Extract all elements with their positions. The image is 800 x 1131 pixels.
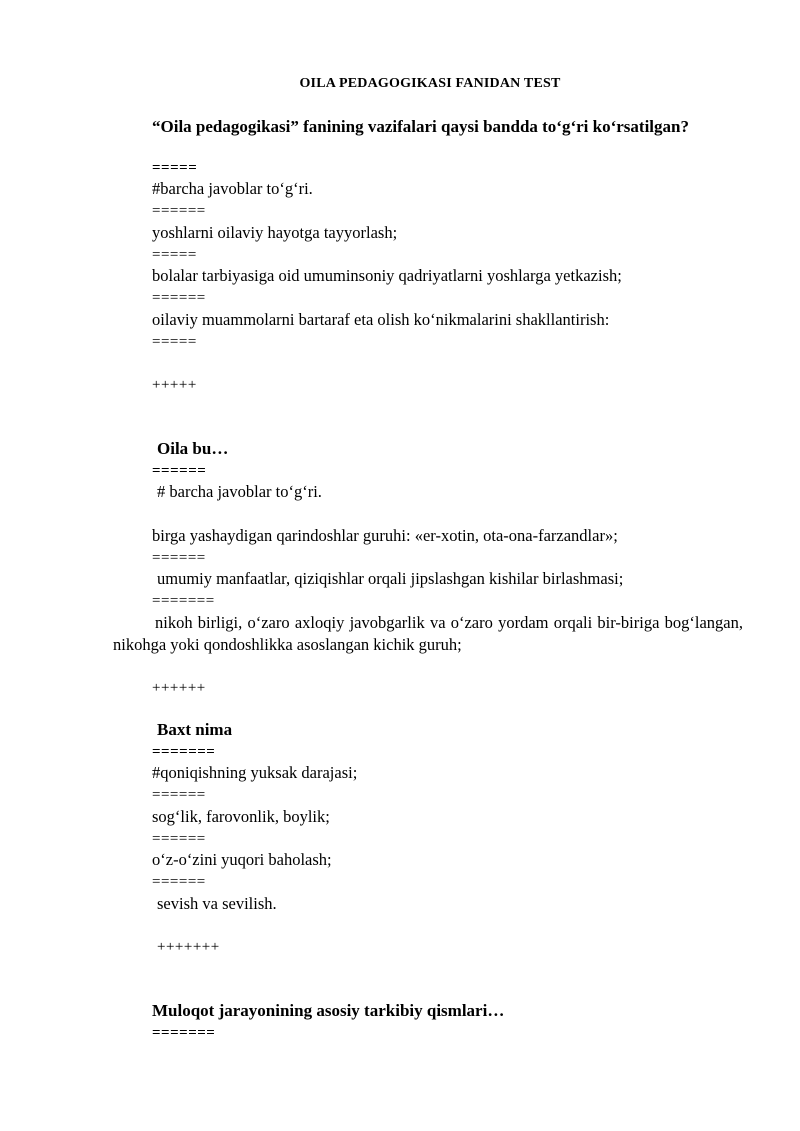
q1-answer-2: yoshlarni oilaviy hayotga tayyorlash; [152, 223, 398, 242]
question-3: Baxt nima [157, 720, 233, 739]
q1-separator-2: ====== [152, 203, 206, 219]
q3-separator-3: ====== [152, 831, 206, 847]
q3-separator-1: ======= [152, 744, 216, 760]
q3-answer-1: #qoniqishning yuksak darajasi; [152, 763, 358, 782]
q3-end-marker: +++++++ [157, 939, 220, 955]
q1-answer-3: bolalar tarbiyasiga oid umuminsoniy qadriyatlarni yoshlarga yetkazish; [152, 266, 622, 285]
q3-answer-2: sog‘lik, farovonlik, boylik; [152, 807, 330, 826]
q1-end-marker: +++++ [152, 377, 197, 393]
q2-end-marker: ++++++ [152, 680, 206, 696]
q1-separator-5: ===== [152, 334, 197, 350]
q3-separator-4: ====== [152, 874, 206, 890]
q2-answer-4: nikoh birligi, o‘zaro axloqiy javobgarlik va o‘zaro yordam orqali bir-biriga bog‘langan, nikohga yoki qondoshlikka asoslangan kichik guruh; [113, 613, 743, 654]
q3-answer-4: sevish va sevilish. [157, 894, 277, 913]
q1-answer-1: #barcha javoblar to‘g‘ri. [152, 179, 313, 198]
q1-separator-1: ===== [152, 160, 198, 176]
q2-separator-3: ======= [152, 593, 215, 609]
q4-separator-1: ======= [152, 1025, 216, 1041]
q2-answer-2: birga yashaydigan qarindoshlar guruhi: «er-xotin, ota-ona-farzandlar»; [152, 526, 618, 545]
q2-separator-2: ====== [152, 550, 206, 566]
q2-answer-3: umumiy manfaatlar, qiziqishlar orqali jipslashgan kishilar birlashmasi; [157, 569, 624, 588]
question-1: “Oila pedagogikasi” fanining vazifalari qaysi bandda to‘g‘ri ko‘rsatilgan? [152, 117, 689, 136]
q2-answer-1: # barcha javoblar to‘g‘ri. [157, 482, 322, 501]
q1-answer-4: oilaviy muammolarni bartaraf eta olish ko‘nikmalarini shakllantirish: [152, 310, 610, 329]
document-title: OILA PEDAGOGIKASI FANIDAN TEST [299, 76, 561, 91]
q1-separator-4: ====== [152, 290, 206, 306]
q3-separator-2: ====== [152, 787, 206, 803]
q1-separator-3: ===== [152, 247, 197, 263]
question-4: Muloqot jarayonining asosiy tarkibiy qismlari… [152, 1001, 505, 1020]
question-2: Oila bu… [157, 439, 229, 458]
q3-answer-3: o‘z-o‘zini yuqori baholash; [152, 850, 332, 869]
q2-separator-1: ====== [152, 463, 207, 479]
